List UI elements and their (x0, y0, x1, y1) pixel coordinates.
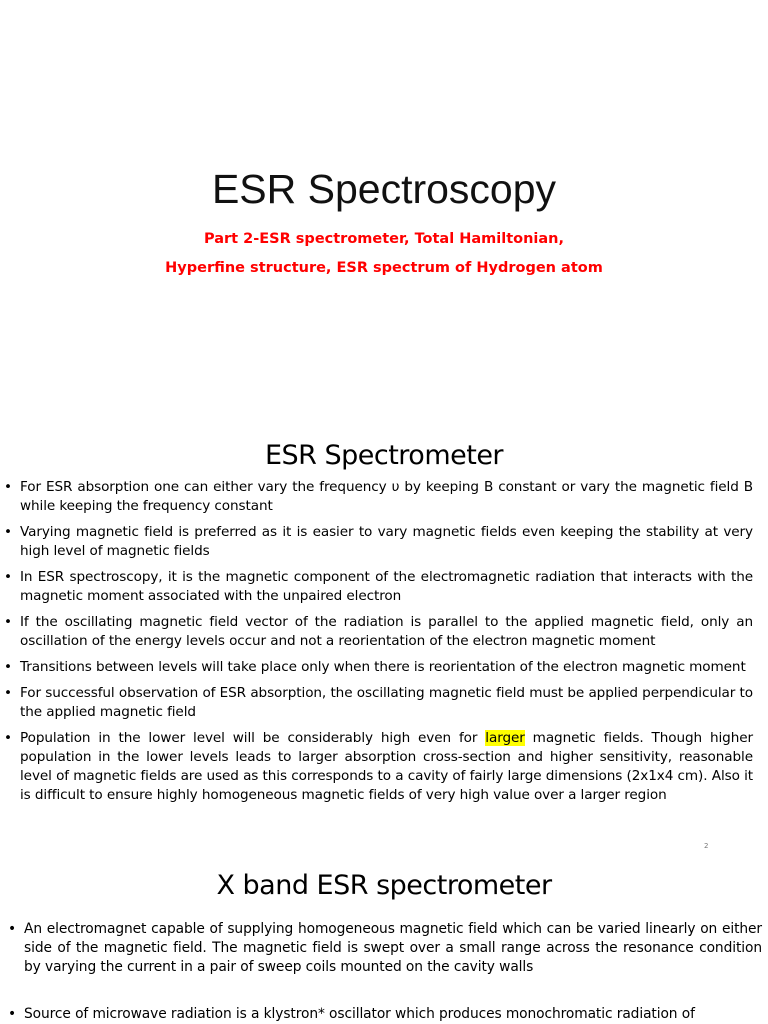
esr-spectrometer-slide (0, 432, 768, 852)
bullet-text: In ESR spectroscopy, it is the magnetic component of the electromagnetic radiation that interacts with the magnetic moment associated with the unpaired electron (20, 569, 753, 604)
bullet-text: An electromagnet capable of supplying homogeneous magnetic field which can be varied linearly on either side of the magnetic field. The magnetic field is swept over a small range across the resonance condition by varying the current in a pair of sweep coils mounted on the cavity walls (24, 921, 762, 975)
list-item (4, 478, 753, 516)
bullet-list (8, 920, 762, 1024)
bullet-icon: • (4, 614, 12, 630)
bullet-text-after: magnetic fields. Though higher population in the lower levels leads to larger absorption cross-section and higher sensitivity, reasonable level of magnetic fields are used as this corresponds to a cavity of fairly large dimensions (2x1x4 cm). Also it is difficult to ensure highly homogeneous magnetic fields of very high value over a larger region (20, 730, 753, 803)
bullet-text: Varying magnetic field is preferred as it is easier to vary magnetic fields even keeping the stability at very high level of magnetic fields (20, 524, 753, 559)
list-item (8, 1005, 762, 1024)
page-title: ESR Spectroscopy (211, 166, 557, 212)
bullet-text: If the oscillating magnetic field vector of the radiation is parallel to the applied magnetic field, only an oscillation of the energy levels occur and not a reorientation of the electron magnetic moment (20, 614, 753, 649)
bullet-icon: • (8, 1006, 17, 1022)
bullet-icon: • (4, 685, 12, 701)
bullet-icon: • (4, 524, 12, 540)
list-item (4, 613, 753, 651)
page-number: 2 (704, 842, 709, 850)
list-item (4, 658, 753, 677)
bullet-text: Source of microwave radiation is a klystron* oscillator which produces monochromatic radiation of (24, 1006, 695, 1022)
slide-title: X band ESR spectrometer (216, 870, 552, 901)
list-item (4, 729, 753, 805)
list-item (4, 568, 753, 606)
bullet-icon: • (4, 730, 12, 746)
slide-title: ESR Spectrometer (264, 440, 504, 471)
highlighted-word: larger (485, 730, 525, 746)
bullet-icon: • (8, 921, 17, 937)
bullet-icon: • (4, 569, 12, 585)
subtitle-line-2: Hyperfine structure, ESR spectrum of Hydrogen atom (165, 260, 603, 276)
bullet-text: Transitions between levels will take place only when there is reorientation of the electron magnetic moment (20, 659, 746, 675)
bullet-list (4, 478, 753, 812)
bullet-icon: • (4, 479, 12, 495)
x-band-slide (0, 852, 768, 1024)
list-item (8, 920, 762, 977)
list-item (4, 523, 753, 561)
bullet-text: For successful observation of ESR absorption, the oscillating magnetic field must be applied perpendicular to the applied magnetic field (20, 685, 753, 720)
title-slide (0, 0, 768, 432)
bullet-text: For ESR absorption one can either vary the frequency υ by keeping B constant or vary the magnetic field B while keeping the frequency constant (20, 479, 753, 514)
bullet-icon: • (4, 659, 12, 675)
list-item (4, 684, 753, 722)
subtitle-line-1: Part 2-ESR spectrometer, Total Hamiltonian, (203, 231, 565, 247)
bullet-text-before: Population in the lower level will be considerably high even for (20, 730, 486, 746)
